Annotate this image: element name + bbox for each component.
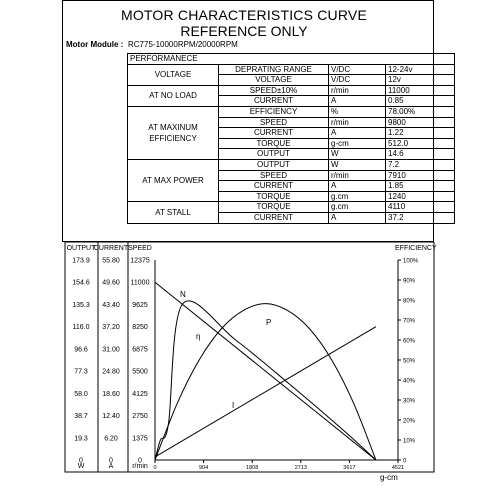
performance-unit: %: [329, 106, 386, 117]
x-tick-label: 0: [153, 465, 157, 471]
y-tick-label: 12.40: [102, 413, 120, 421]
y-tick-label: 38.7: [74, 413, 88, 421]
y-tick-label: 58.0: [74, 390, 88, 398]
performance-row: [128, 85, 455, 96]
performance-unit: A: [329, 128, 386, 139]
y-tick-label: 18.60: [102, 390, 120, 398]
performance-value: 7.2: [386, 159, 455, 170]
y-tick-label: 0: [138, 457, 142, 465]
performance-unit: V/DC: [329, 64, 386, 75]
performance-row: [128, 202, 455, 213]
performance-item: TORQUE: [219, 191, 329, 202]
performance-item: OUTPUT: [219, 149, 329, 160]
axis-unit-label: W: [77, 463, 85, 470]
performance-item: SPEED: [219, 170, 329, 181]
axis-header-efficiency: EFFICIENCY: [395, 245, 437, 252]
series-i-line: [155, 327, 376, 457]
series-n-line: [155, 282, 376, 460]
performance-item: OUTPUT: [219, 159, 329, 170]
curve-label: P: [266, 318, 272, 327]
x-tick-label: 3617: [343, 465, 356, 471]
performance-item: CURRENT: [219, 128, 329, 139]
y-tick-label: 5500: [132, 368, 148, 376]
performance-value: 14.6: [386, 149, 455, 160]
performance-row: [128, 64, 455, 75]
performance-item: CURRENT: [219, 96, 329, 107]
performance-value: 78.00%: [386, 106, 455, 117]
y-tick-label: 37.20: [102, 324, 120, 332]
chart-subtitle: REFERENCE ONLY: [180, 23, 308, 39]
chart-frame: [65, 242, 434, 472]
performance-item: CURRENT: [219, 212, 329, 223]
y-tick-label: 6875: [132, 346, 148, 354]
y-tick-label: 8250: [132, 324, 148, 332]
chart-title: MOTOR CHARACTERISTICS CURVE: [120, 7, 368, 23]
performance-item: TORQUE: [219, 138, 329, 149]
performance-unit: g.cm: [329, 191, 386, 202]
performance-value: 37.2: [386, 212, 455, 223]
y-tick-label: 49.60: [102, 279, 120, 287]
performance-value: 12-24v: [386, 64, 455, 75]
performance-value: 0.85: [386, 96, 455, 107]
y-tick-label: 19.3: [74, 435, 88, 443]
y-tick-label: 96.6: [74, 346, 88, 354]
right-tick-label: 100%: [403, 258, 419, 265]
performance-unit: W: [329, 159, 386, 170]
right-tick-label: 90%: [403, 278, 416, 285]
y-tick-label: 0: [79, 457, 83, 465]
motor-model-label: Motor Module :: [66, 40, 124, 49]
right-tick-label: 10%: [403, 438, 416, 445]
chart-svg: [0, 242, 488, 488]
right-tick-label: 50%: [403, 358, 416, 365]
y-tick-label: 2750: [132, 413, 148, 421]
performance-group-label: AT MAX POWER: [128, 159, 219, 201]
performance-unit: g.cm: [329, 202, 386, 213]
y-tick-label: 173.9: [72, 257, 90, 265]
performance-value: 9800: [386, 117, 455, 128]
y-tick-label: 1375: [132, 435, 148, 443]
performance-row: [128, 159, 455, 170]
performance-group-label: AT MAXINUM EFFICIENCY: [128, 106, 219, 159]
performance-unit: A: [329, 181, 386, 192]
axis-unit-label: A: [108, 463, 114, 470]
curve-label: I: [232, 401, 235, 410]
x-tick-label: 904: [198, 465, 209, 471]
y-tick-label: 11000: [130, 279, 150, 287]
curve-label: N: [180, 290, 186, 299]
y-tick-label: 4125: [132, 390, 148, 398]
y-tick-label: 31.00: [102, 346, 120, 354]
axis-unit-label: r/min: [132, 463, 148, 470]
performance-value: 4110: [386, 202, 455, 213]
performance-item: EFFICIENCY: [219, 106, 329, 117]
performance-row: [128, 106, 455, 117]
performance-group-label: VOLTAGE: [128, 64, 219, 85]
performance-group-label: AT STALL: [128, 202, 219, 223]
axis-header-speed: SPEED: [128, 245, 152, 252]
y-tick-label: 6.20: [104, 435, 118, 443]
performance-unit: r/min: [329, 117, 386, 128]
y-tick-label: 24.80: [102, 368, 120, 376]
right-tick-label: 60%: [403, 338, 416, 345]
performance-value: 12v: [386, 75, 455, 86]
curve-label: η: [196, 332, 201, 341]
performance-unit: g-cm: [329, 138, 386, 149]
performance-value: 1.22: [386, 128, 455, 139]
performance-item: CURRENT: [219, 181, 329, 192]
performance-value: 11000: [386, 85, 455, 96]
performance-item: SPEED: [219, 117, 329, 128]
y-tick-label: 43.40: [102, 301, 120, 309]
performance-unit: A: [329, 96, 386, 107]
performance-item: SPEED±10%: [219, 85, 329, 96]
right-tick-label: 80%: [403, 298, 416, 305]
y-tick-label: 77.3: [74, 368, 88, 376]
performance-value: 7910: [386, 170, 455, 181]
right-tick-label: 20%: [403, 418, 416, 425]
axis-header-current: CURRENT: [93, 245, 129, 252]
performance-unit: V/DC: [329, 75, 386, 86]
motor-model-value: RC775-10000RPM/20000RPM: [128, 40, 238, 49]
axis-header-output: OUTPUT: [66, 245, 96, 252]
performance-unit: r/min: [329, 85, 386, 96]
y-tick-label: 0: [109, 457, 113, 465]
performance-item: VOLTAGE: [219, 75, 329, 86]
right-tick-label: 30%: [403, 398, 416, 405]
y-tick-label: 9625: [132, 301, 148, 309]
performance-unit: W: [329, 149, 386, 160]
series-p-line: [155, 304, 376, 460]
right-tick-label: 70%: [403, 318, 416, 325]
x-axis-label: g-cm: [380, 473, 398, 482]
performance-table: [127, 53, 455, 224]
y-tick-label: 55.80: [102, 257, 120, 265]
performance-item: DEPRATING RANGE: [219, 64, 329, 75]
x-tick-label: 2713: [294, 465, 307, 471]
y-tick-label: 154.6: [72, 279, 90, 287]
performance-value: 1240: [386, 191, 455, 202]
y-tick-label: 116.0: [72, 324, 90, 332]
performance-unit: r/min: [329, 170, 386, 181]
right-tick-label: 40%: [403, 378, 416, 385]
x-tick-label: 4521: [391, 465, 405, 471]
performance-group-label: AT NO LOAD: [128, 85, 219, 106]
performance-value: 1.85: [386, 181, 455, 192]
characteristics-chart: [0, 242, 488, 488]
performance-header: PERFORMANECE: [128, 54, 455, 65]
performance-value: 512.0: [386, 138, 455, 149]
y-tick-label: 12375: [130, 257, 150, 265]
performance-unit: A: [329, 212, 386, 223]
x-tick-label: 1808: [246, 465, 259, 471]
right-tick-label: 0: [403, 458, 407, 465]
y-tick-label: 135.3: [72, 301, 90, 309]
performance-item: TORQUE: [219, 202, 329, 213]
